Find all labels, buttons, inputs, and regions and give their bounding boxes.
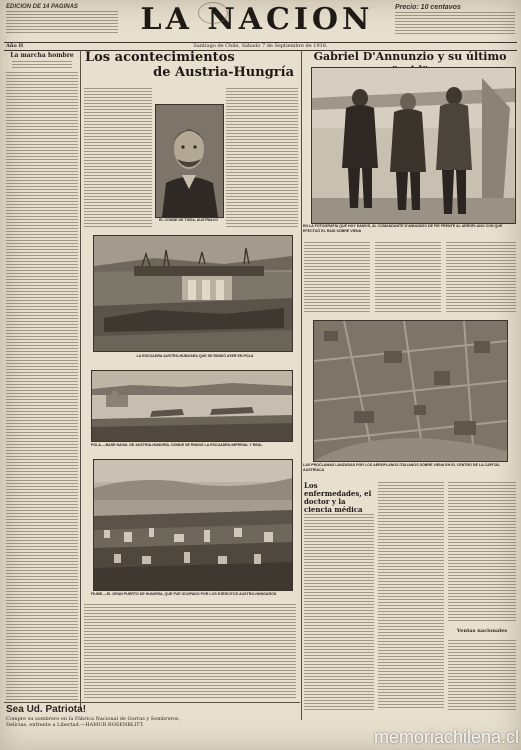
city-caption: FIUME.—EL GRAN PUERTO DE HUNGRÍA, QUE FUE OCUPADO POR LOS EJÉRCITOS AUSTRO-HÚNGAROS	[91, 592, 277, 596]
austria-article-left	[84, 88, 152, 228]
port-image	[92, 371, 292, 441]
port-photo	[91, 370, 293, 442]
column-rule	[80, 50, 81, 710]
austria-headline-line-2: de Austria-Hungría	[153, 65, 294, 80]
dannunzio-headline: Gabriel D'Annunzio y su último	[313, 50, 507, 63]
port-caption: POLA.—BASE NAVAL DE AUSTRIA-HUNGRÍA, DONDE SE RINDIÓ LA ESCUADRA IMPERIAL Y REAL	[91, 443, 263, 447]
medicine-heading-box	[304, 482, 374, 512]
city-photo	[93, 459, 293, 591]
issue-number: Año II	[6, 43, 24, 49]
edition-label: EDICION DE 14 PAGINAS	[6, 4, 78, 10]
masthead-right-fineprint	[395, 12, 515, 36]
medicine-heading: Los enfermedades, el doctor y la ciencia médica	[304, 481, 372, 514]
aviators-image	[312, 68, 515, 223]
dannunzio-article-col-1	[304, 242, 370, 314]
city-image	[94, 460, 292, 590]
left-column-body	[6, 72, 78, 700]
fleet-image	[94, 236, 292, 351]
ventas-heading: Ventas nacionales	[456, 628, 508, 634]
archive-watermark: memoriachilena.cl	[373, 727, 519, 747]
portrait-photo	[155, 104, 224, 218]
austria-headline-line-1: Los acontecimientos	[85, 50, 235, 65]
fleet-photo	[93, 235, 293, 352]
austria-article-bottom	[84, 604, 296, 700]
ventas-heading-box	[448, 628, 516, 638]
masthead-left-fineprint	[6, 11, 118, 35]
footer-rule	[4, 702, 300, 703]
left-column-subheading	[12, 61, 72, 69]
advertisement-box	[6, 704, 300, 744]
left-column	[6, 52, 78, 702]
aerial-image	[314, 321, 507, 461]
newspaper-title: LA NACION	[140, 2, 374, 37]
dannunzio-article-col-2	[375, 242, 441, 314]
aerial-photo	[313, 320, 508, 462]
aviators-caption: EN LA FOTOGRAFÍA QUE HOY DAMOS, AL COMANDANTE D'ANNUNZIO DE PIE FRENTE AL AEROPLANO CON QUE EFECTUÓ EL RAID SOBRE VIENA	[303, 224, 503, 233]
austria-article-right	[226, 88, 298, 228]
advertisement-text: Compre su sombrero en la Fábrica Nacional de Gorras y Sombreros, Delicias, enfrente a Libertad.—HAMUR ROSENBLITT.	[6, 716, 181, 728]
medicine-article-col-1	[304, 514, 374, 710]
advertisement-heading: Sea Ud. Patriota!	[6, 704, 87, 715]
left-column-heading: La marcha hombre	[10, 52, 74, 59]
medicine-article-col-2	[378, 482, 444, 710]
price-label: Precio: 10 centavos	[395, 4, 461, 11]
dannunzio-article-col-3	[446, 242, 516, 314]
medicine-article-col-3	[448, 482, 516, 622]
aerial-caption: LAS PROCLAMAS LANZADAS POR LOS AEROPLANOS ITALIANOS SOBRE VIENA EN EL CENTRO DE LA CAPITAL AUSTRÍACA	[303, 463, 500, 472]
portrait-image	[156, 105, 223, 217]
column-rule	[301, 50, 302, 720]
dateline-date: Santiago de Chile, Sábado 7 de Septiembre de 1918.	[193, 43, 328, 49]
austria-headline-box	[83, 50, 298, 85]
portrait-caption: EL CONDE DE TISZA, AUSTRIACO	[158, 218, 219, 222]
dannunzio-headline-box	[304, 50, 516, 68]
library-stamp-icon	[198, 2, 228, 24]
aviators-photo	[311, 67, 516, 224]
fleet-caption: LA ESCUADRA AUSTRO-HÚNGARA QUE SE RINDIÓ AYER EN POLA	[136, 354, 254, 358]
ventas-article	[448, 640, 516, 710]
masthead	[0, 0, 521, 42]
masthead-right-box	[395, 4, 515, 36]
masthead-left-box	[6, 4, 118, 35]
